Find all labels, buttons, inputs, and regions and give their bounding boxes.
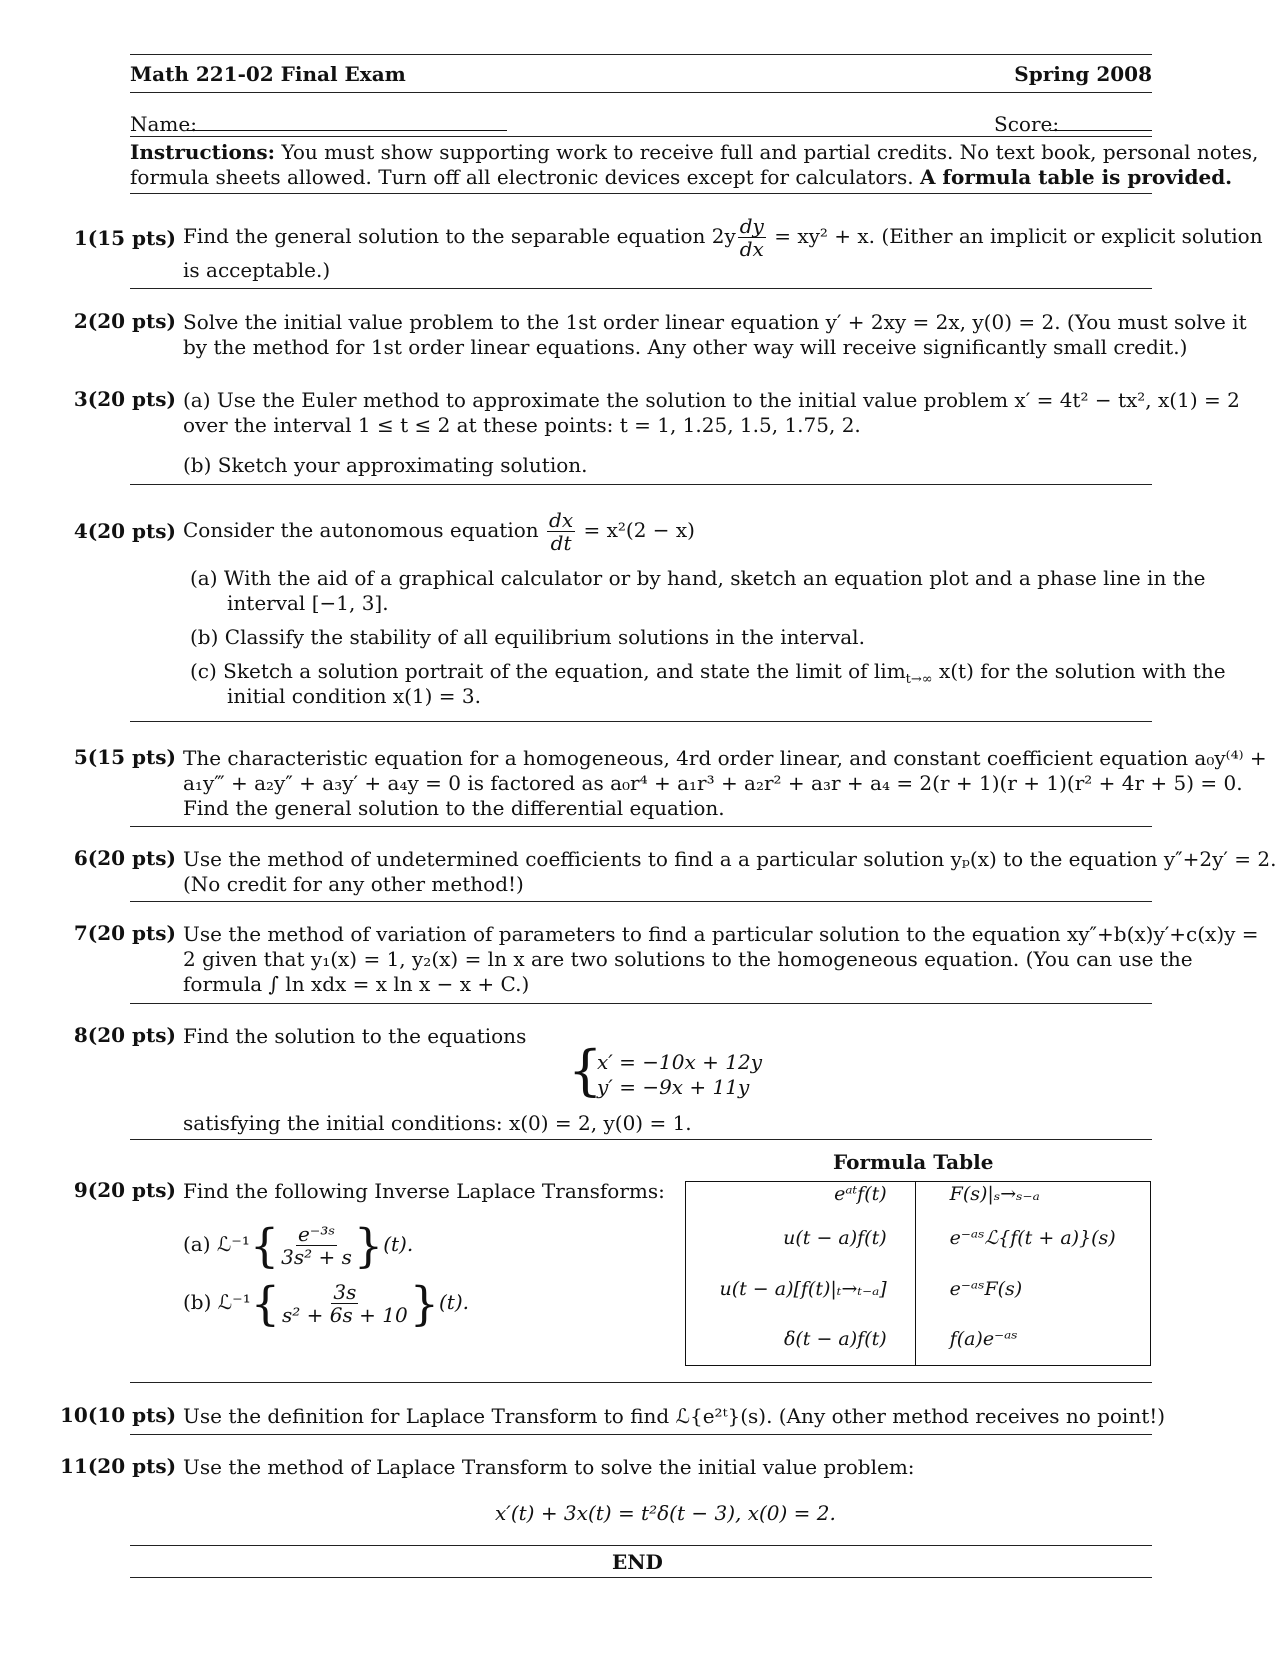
problem-9-number: 9(20 pts) — [73, 1178, 176, 1202]
formula-cell: u(t − a)f(t) — [686, 1212, 916, 1264]
problem-11-number: 11(20 pts) — [60, 1454, 177, 1478]
score-blank — [1050, 130, 1152, 131]
formula-cell: eᵃᵗf(t) — [686, 1182, 916, 1212]
rule-5 — [130, 826, 1152, 827]
formula-table-title: Formula Table — [833, 1150, 994, 1174]
rule-3 — [130, 484, 1152, 485]
term: Spring 2008 — [1014, 62, 1152, 86]
problem-2-number: 2(20 pts) — [73, 309, 176, 333]
formula-row — [686, 1314, 1151, 1366]
course-title: Math 221-02 Final Exam — [130, 62, 406, 86]
problem-1-text-2: is acceptable.) — [183, 258, 331, 282]
problem-6-number: 6(20 pts) — [73, 846, 176, 870]
problem-6-line-1: Use the method of undetermined coefficients to find a a particular solution yₚ(x) to the equation y″+2y′ = 2. — [183, 847, 1277, 871]
name-rule — [130, 136, 1152, 137]
name-blank — [187, 130, 507, 131]
problem-4-a: (a) With the aid of a graphical calculator or by hand, sketch an equation plot and a phase line in the — [190, 566, 1206, 590]
problem-8-line-1: Find the solution to the equations — [183, 1024, 527, 1048]
problem-6-line-2: (No credit for any other method!) — [183, 872, 524, 896]
problem-4-b: (b) Classify the stability of all equilibrium solutions in the interval. — [190, 625, 865, 649]
formula-cell: f(a)e⁻ᵃˢ — [949, 1328, 1018, 1351]
score-label: Score: — [994, 112, 1060, 136]
problem-4-text: Consider the autonomous equation $\frac{dx}{dt}$ = x²(2 − x) — [183, 508, 695, 555]
rule-8 — [130, 1139, 1152, 1140]
name-label: Name: — [130, 112, 197, 136]
instructions-line-2: formula sheets allowed. Turn off all electronic devices except for calculators. A formula table is provided. — [130, 165, 1233, 189]
problem-5-line-2: a₁y‴ + a₂y″ + a₃y′ + a₄y = 0 is factored as a₀r⁴ + a₁r³ + a₂r² + a₃r + a₄ = 2(r + 1)(r + 1)(r² + 4r + 5) = 0. — [183, 771, 1243, 795]
rule-1 — [130, 288, 1152, 289]
problem-3-number: 3(20 pts) — [73, 387, 176, 411]
top-rule — [130, 54, 1152, 55]
problem-10-line-1: Use the definition for Laplace Transform to find ℒ{e²ᵗ}(s). (Any other method receives no point!) — [183, 1404, 1166, 1428]
problem-9-a: (a) ℒ⁻¹{ $\frac{\text{e⁻³ˢ}}{\text{3s² + s}}$ }(t). — [183, 1218, 414, 1273]
problem-2-line-1: Solve the initial value problem to the 1st order linear equation y′ + 2xy = 2x, y(0) = 2. (You must solve it — [183, 310, 1247, 334]
problem-5-line-3: Find the general solution to the differential equation. — [183, 796, 725, 820]
problem-8-number: 8(20 pts) — [73, 1023, 176, 1047]
problem-3-line-1: (a) Use the Euler method to approximate the solution to the initial value problem x′ = 4t² − tx², x(1) = 2 — [183, 388, 1240, 412]
formula-cell: u(t − a)[f(t)|ₜ→ₜ₋ₐ] — [686, 1264, 916, 1314]
formula-row — [686, 1212, 1151, 1264]
problem-4-c: (c) Sketch a solution portrait of the equation, and state the limit of $\lim_{t\to\infty} x(t)$ for the solution with the — [190, 659, 1226, 687]
rule-6 — [130, 901, 1152, 902]
end-rule-top — [130, 1545, 1152, 1546]
system-brace: { — [568, 1039, 603, 1102]
instructions-label: Instructions: — [130, 140, 276, 164]
problem-5-line-1: The characteristic equation for a homogeneous, 4rd order linear, and constant coefficient equation a₀y⁽⁴⁾ + — [183, 746, 1267, 770]
problem-7-line-2: 2 given that y₁(x) = 1, y₂(x) = ln x are two solutions to the homogeneous equation. (You can use the — [183, 947, 1193, 971]
formula-cell: e⁻ᵃˢℒ{f(t + a)}(s) — [949, 1226, 1116, 1249]
formula-cell: F(s)|ₛ→ₛ₋ₐ — [949, 1183, 1040, 1205]
instructions-line-1: Instructions: You must show supporting work to receive full and partial credits. No text book, personal notes, — [130, 140, 1259, 164]
problem-9-b: (b) ℒ⁻¹{ $\frac{3s}{\text{s² + 6s + 10}}$ }(t). — [183, 1276, 469, 1331]
system-eq-2: y′ = −9x + 11y — [597, 1075, 750, 1099]
problem-4-a-2: interval [−1, 3]. — [227, 591, 389, 615]
problem-7-line-1: Use the method of variation of parameters to find a particular solution to the equation xy″+b(x)y′+c(x)y = — [183, 922, 1259, 946]
rule-4 — [130, 721, 1152, 722]
problem-3-line-3: (b) Sketch your approximating solution. — [183, 453, 588, 477]
problem-11-line-1: Use the method of Laplace Transform to solve the initial value problem: — [183, 1455, 915, 1479]
header-rule — [130, 92, 1152, 93]
formula-cell: e⁻ᵃˢF(s) — [949, 1277, 1023, 1300]
problem-5-number: 5(15 pts) — [73, 745, 176, 769]
end-label: END — [612, 1550, 663, 1574]
problem-1-number: 1(15 pts) — [73, 226, 176, 250]
rule-7 — [130, 1003, 1152, 1004]
problem-8-line-2: satisfying the initial conditions: x(0) = 2, y(0) = 1. — [183, 1111, 692, 1135]
problem-4-c-2: initial condition x(1) = 3. — [227, 684, 481, 708]
end-rule-bottom — [130, 1577, 1152, 1578]
instructions-rule — [130, 193, 1152, 194]
formula-cell: δ(t − a)f(t) — [686, 1314, 916, 1366]
problem-10-number: 10(10 pts) — [60, 1403, 177, 1427]
formula-row — [686, 1264, 1151, 1314]
problem-2-line-2: by the method for 1st order linear equations. Any other way will receive significantly small credit.) — [183, 335, 1188, 359]
rule-9 — [130, 1382, 1152, 1383]
formula-table — [685, 1181, 1151, 1366]
system-eq-1: x′ = −10x + 12y — [597, 1050, 762, 1074]
problem-11-equation: x′(t) + 3x(t) = t²δ(t − 3), x(0) = 2. — [495, 1501, 836, 1525]
formula-row — [686, 1182, 1151, 1212]
problem-1-text: Find the general solution to the separable equation 2y $\frac{dy}{dx}$ = xy² + x. (Either an implicit or explicit solution — [183, 214, 1263, 261]
rule-10 — [130, 1434, 1152, 1435]
problem-7-line-3: formula ∫ ln xdx = x ln x − x + C.) — [183, 972, 530, 996]
problem-9-line-1: Find the following Inverse Laplace Transforms: — [183, 1179, 665, 1203]
problem-4-number: 4(20 pts) — [73, 519, 176, 543]
problem-3-line-2: over the interval 1 ≤ t ≤ 2 at these points: t = 1, 1.25, 1.5, 1.75, 2. — [183, 413, 861, 437]
problem-7-number: 7(20 pts) — [73, 921, 176, 945]
